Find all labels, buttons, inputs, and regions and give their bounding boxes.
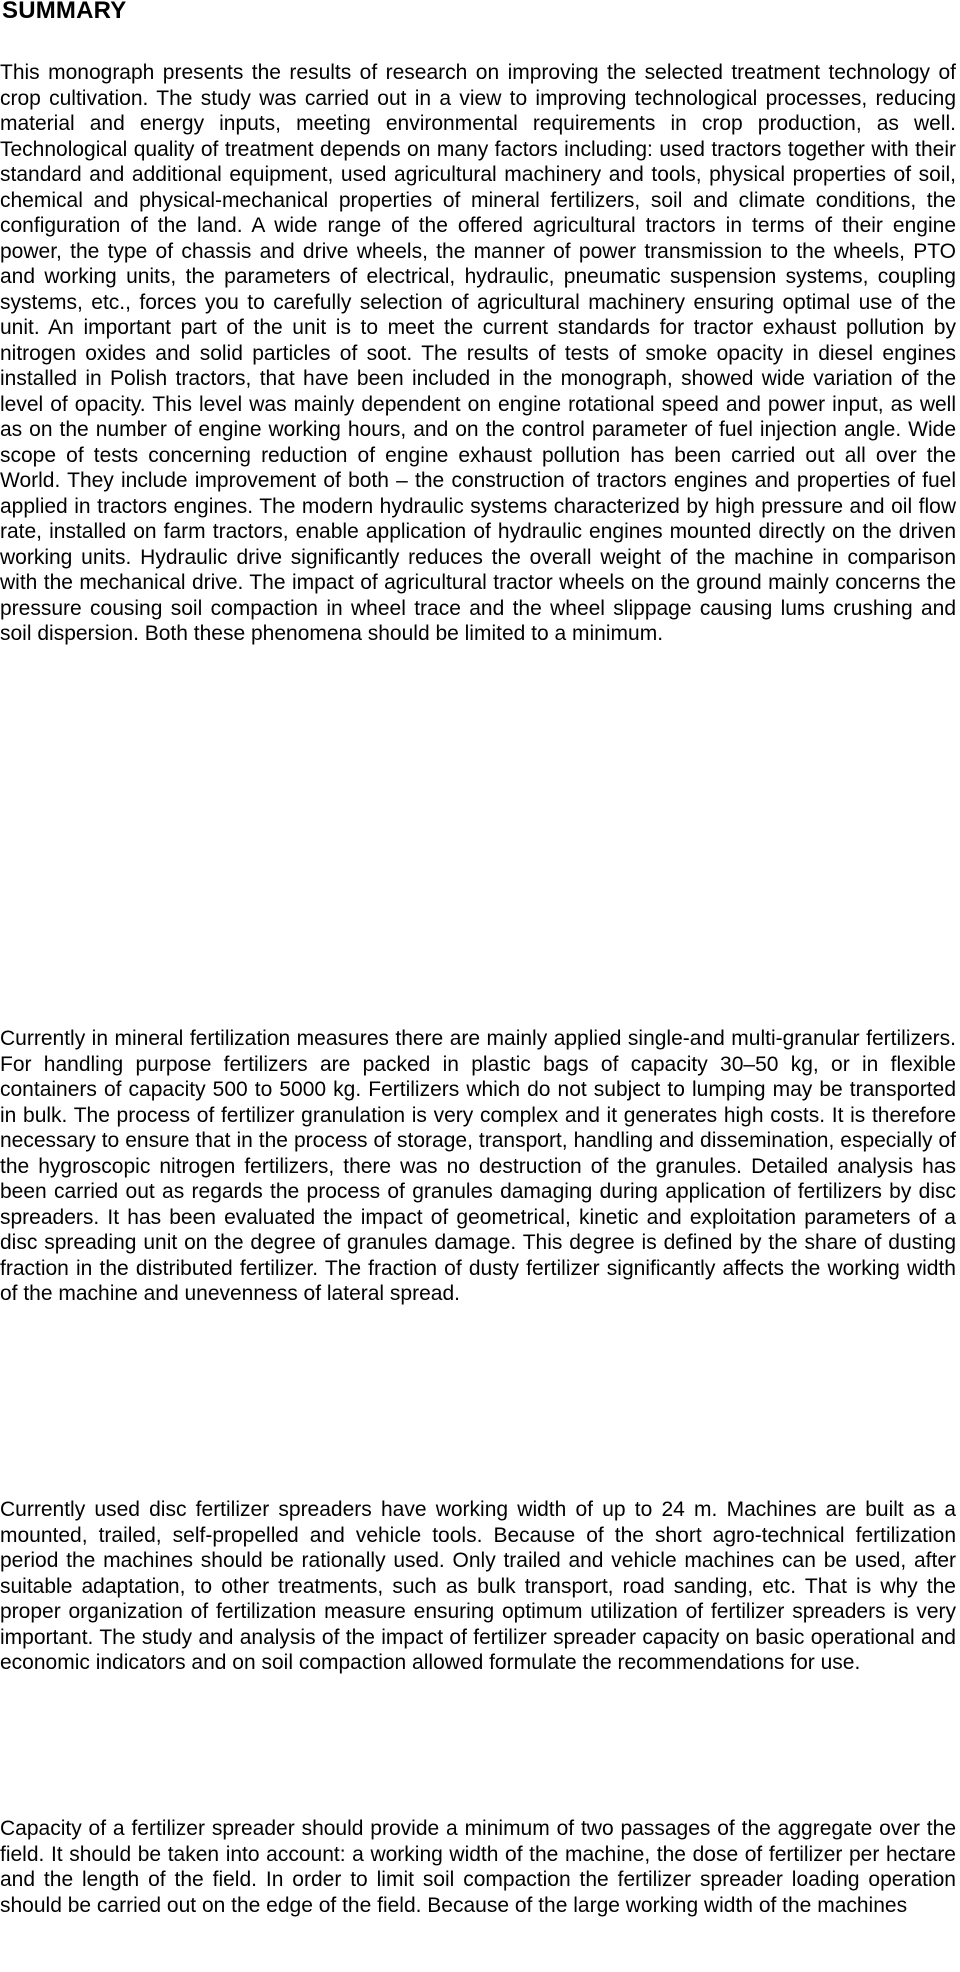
paragraph-spreader-capacity: Capacity of a fertilizer spreader should provide a minimum of two passages of the aggregate over the field. It should be taken into account: a working width of the machine, the dose of fertilizer per hectare and the length of the field. In order to limit soil compaction the fertilizer spreader loading operation should be carried out on the edge of the field. Because of the large working width of the machines <box>0 1817 956 1917</box>
paragraph-disc-spreaders: Currently used disc fertilizer spreaders have working width of up to 24 m. Machines are built as a mounted, trailed, self-propelled and vehicle tools. Because of the short agro-technical fertilization period the machines should be rationally used. Only trailed and vehicle machines can be used, after suitable adaptation, to other treatments, such as bulk transport, road sanding, etc. That is why the proper organization of fertilization measure ensuring optimum utilization of fertilizer spreaders is very important. The study and analysis of the impact of fertilizer spreader capacity on basic operational and economic indicators and on soil compaction allowed formulate the recommendations for use. <box>0 1498 956 1674</box>
summary-heading: SUMMARY <box>2 0 127 24</box>
paragraph-fertilizer-granules: Currently in mineral fertilization measures there are mainly applied single-and multi-granular fertilizers. For handling purpose fertilizers are packed in plastic bags of capacity 30–50 kg, or in flexible containers of capacity 500 to 5000 kg. Fertilizers which do not subject to lumping may be transported in bulk. The process of fertilizer granulation is very complex and it generates high costs. It is therefore necessary to ensure that in the process of storage, transport, handling and dissemination, especially of the hygroscopic nitrogen fertilizers, there was no destruction of the granules. Detailed analysis has been carried out as regards the process of granules damaging during application of fertilizers by disc spreaders. It has been evaluated the impact of geometrical, kinetic and exploitation parameters of a disc spreading unit on the degree of granules damage. This degree is defined by the share of dusting fraction in the distributed fertilizer. The fraction of dusty fertilizer significantly affects the working width of the machine and unevenness of lateral spread. <box>0 1027 956 1305</box>
paragraph-tractors-and-emissions: This monograph presents the results of research on improving the selected treatment technology of crop cultivation. The study was carried out in a view to improving technological processes, reducing material and energy inputs, meeting environmental requirements in crop production, as well. Technological quality of treatment depends on many factors including: used tractors together with their standard and additional equipment, used agricultural machinery and tools, physical properties of soil, chemical and physical-mechanical properties of mineral fertilizers, soil and climate conditions, the configuration of the land. A wide range of the offered agricultural tractors in terms of their engine power, the type of chassis and drive wheels, the manner of power transmission to the wheels, PTO and working units, the parameters of electrical, hydraulic, pneumatic suspension systems, coupling systems, etc., forces you to carefully selection of agricultural machinery ensuring optimal use of the unit. An important part of the unit is to meet the current standards for tractor exhaust pollution by nitrogen oxides and solid particles of soot. The results of tests of smoke opacity in diesel engines installed in Polish tractors, that have been included in the monograph, showed wide variation of the level of opacity. This level was mainly dependent on engine rotational speed and power input, as well as on the number of engine working hours, and on the control parameter of fuel injection angle. Wide scope of tests concerning reduction of engine exhaust pollution has been carried out all over the World. They include improvement of both – the construction of tractors engines and properties of fuel applied in tractors engines. The modern hydraulic systems characterized by high pressure and oil flow rate, installed on farm tractors, enable application of hydraulic engines mounted directly on the driven working units. Hydraulic drive significantly reduces the overall weight of the machine in comparison with the mechanical drive. The impact of agricultural tractor wheels on the ground mainly concerns the pressure cousing soil compaction in wheel trace and the wheel slippage causing lums crushing and soil dispersion. Both these phenomena should be limited to a minimum. <box>0 61 956 645</box>
